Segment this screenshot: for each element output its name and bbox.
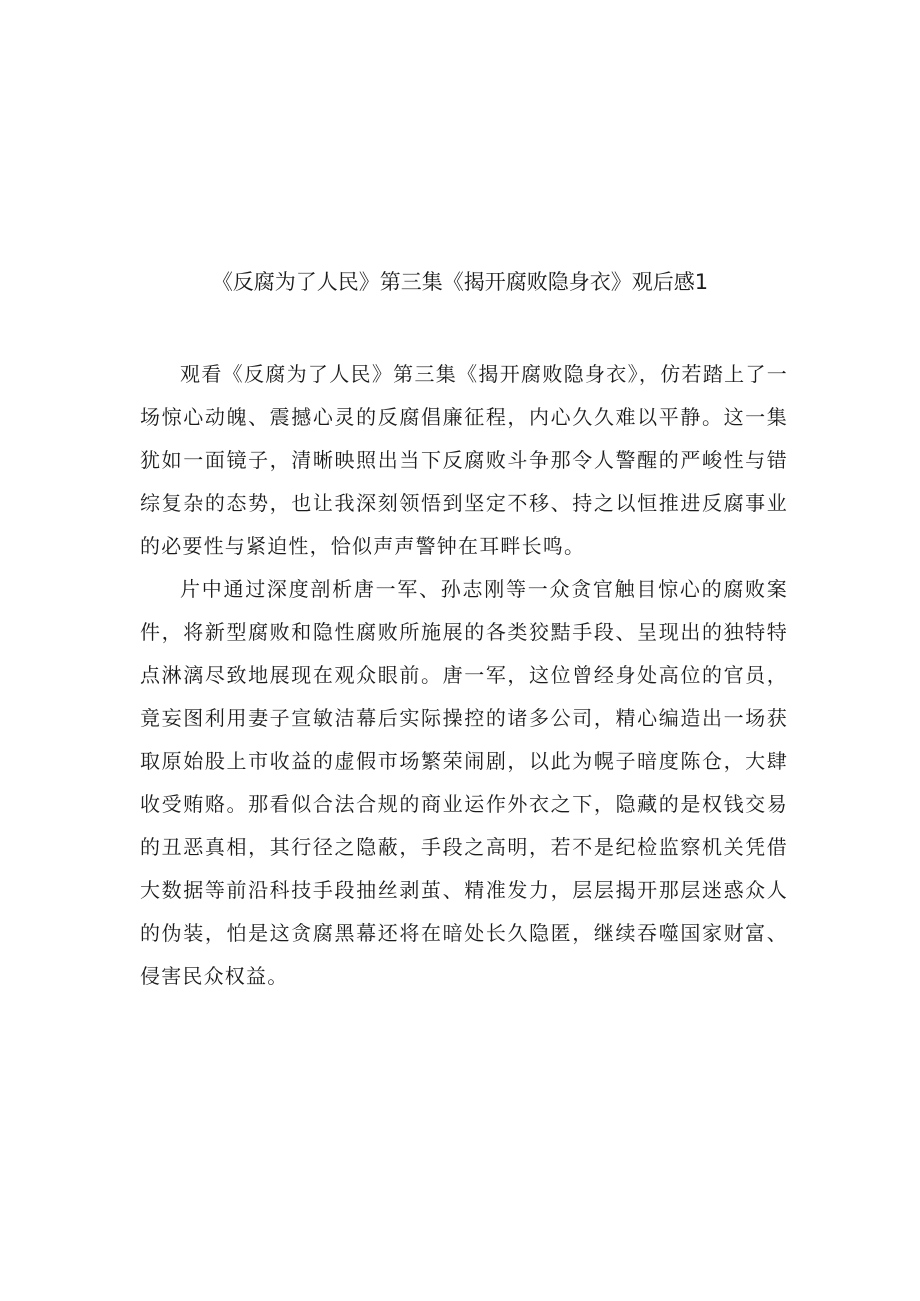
paragraph-1: 观看《反腐为了人民》第三集《揭开腐败隐身衣》，仿若踏上了一场惊心动魄、震撼心灵的反腐倡廉征程，内心久久难以平静。这一集犹如一面镜子，清晰映照出当下反腐败斗争那令人警醒的严峻性与错综复杂的态势，也让我深刻领悟到坚定不移、持之以恒推进反腐事业的必要性与紧迫性，恰似声声警钟在耳畔长鸣。 — [140, 362, 788, 558]
paragraph-2: 片中通过深度剖析唐一军、孙志刚等一众贪官触目惊心的腐败案件，将新型腐败和隐性腐败所施展的各类狡黠手段、呈现出的独特特点淋漓尽致地展现在观众眼前。唐一军，这位曾经身处高位的官员，竟妄图利用妻子宣敏洁幕后实际操控的诸多公司，精心编造出一场获取原始股上市收益的虚假市场繁荣闹剧，以此为幌子暗度陈仓，大肆收受贿赂。那看似合法合规的商业运作外衣之下，隐藏的是权钱交易的丑恶真相，其行径之隐蔽，手段之高明，若不是纪检监察机关凭借大数据等前沿科技手段抽丝剥茧、精准发力，层层揭开那层迷惑众人的伪装，怕是这贪腐黑幕还将在暗处长久隐匿，继续吞噬国家财富、侵害民众权益。 — [140, 577, 788, 988]
document-title: 《反腐为了人民》第三集《揭开腐败隐身衣》观后感1 — [211, 270, 709, 294]
document-body — [140, 353, 788, 998]
